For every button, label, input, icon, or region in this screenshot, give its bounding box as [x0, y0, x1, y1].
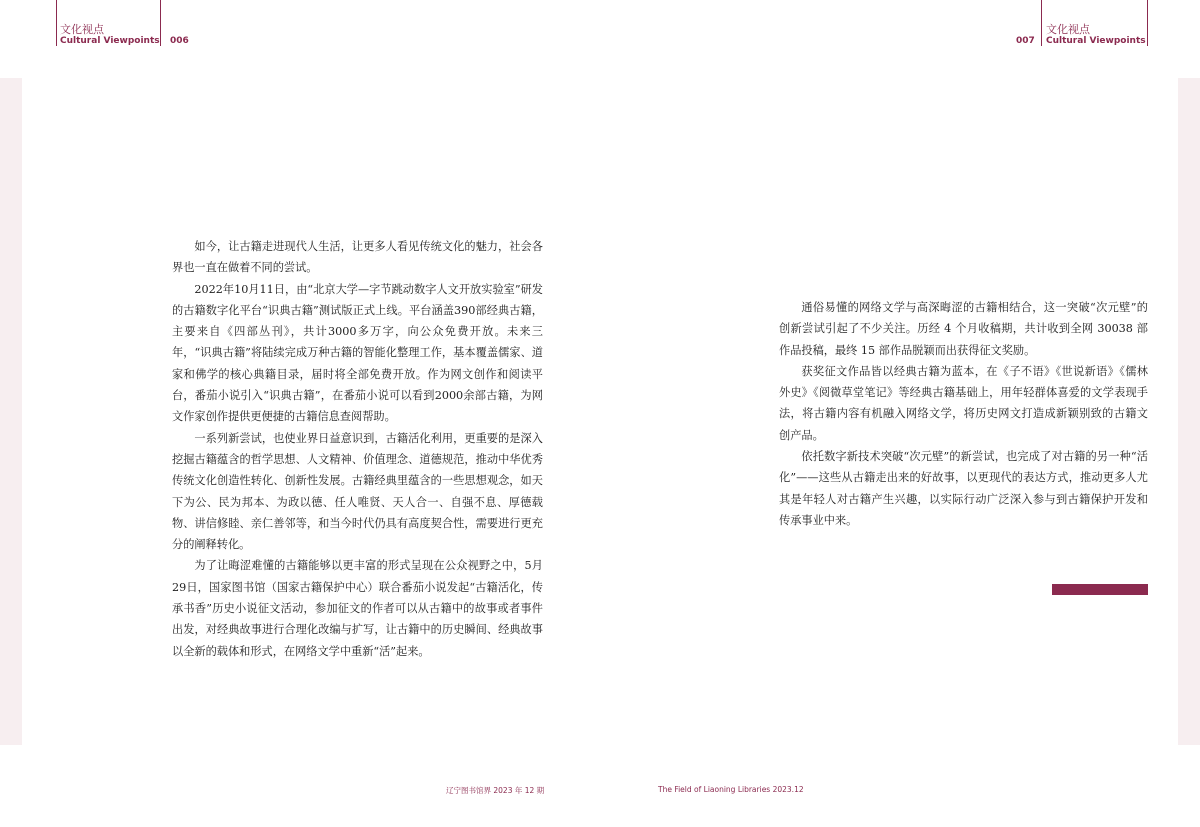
header-rule — [1147, 0, 1148, 46]
left-page-header — [56, 0, 196, 46]
page-number: 006 — [170, 36, 189, 46]
header-rule — [56, 0, 57, 46]
section-title-en: Cultural Viewpoints — [1046, 36, 1146, 46]
decorative-accent-bar — [1052, 584, 1148, 595]
section-title-cn: 文化视点 — [1046, 23, 1090, 36]
paragraph: 2022年10月11日，由“北京大学—字节跳动数字人文开放实验室”研发的古籍数字化平台“识典古籍”测试版正式上线。平台涵盖390部经典古籍，主要来自《四部丛刊》，共计3000多万字，向公众免费开放。未来三年，“识典古籍”将陆续完成万种古籍的智能化整理工作，基本覆盖儒家、道家和佛学的核心典籍目录，届时将全部免费开放。作为网文创作和阅读平台，番茄小说引入“识典古籍”，在番茄小说可以看到2000余部古籍，为网文作家创作提供更便捷的古籍信息查阅帮助。 — [172, 282, 543, 424]
right-article-column — [779, 297, 1148, 531]
paragraph: 一系列新尝试，也使业界日益意识到，古籍活化利用，更重要的是深入挖掘古籍蕴含的哲学思想、人文精神、价值理念、道德规范，推动中华优秀传统文化创造性转化、创新性发展。古籍经典里蕴含的一些思想观念，如天下为公、民为邦本、为政以德、任人唯贤、天人合一、自强不息、厚德载物、讲信修睦、亲仁善邻等，和当今时代仍具有高度契合性，需要进行更充分的阐释转化。 — [172, 431, 543, 552]
header-rule — [160, 0, 161, 46]
header-rule — [1041, 0, 1042, 46]
footer-journal-en: The Field of Liaoning Libraries 2023.12 — [658, 785, 804, 794]
right-page-header — [1010, 0, 1150, 46]
paragraph: 获奖征文作品皆以经典古籍为蓝本，在《子不语》《世说新语》《儒林外史》《阅微草堂笔记》等经典古籍基础上，用年轻群体喜爱的文学表现手法，将古籍内容有机融入网络文学，将历史网文打造成新颖别致的古籍文创产品。 — [779, 364, 1148, 442]
left-article-column — [172, 236, 543, 662]
paragraph: 如今，让古籍走进现代人生活，让更多人看见传统文化的魅力，社会各界也一直在做着不同的尝试。 — [172, 240, 543, 275]
section-title-cn: 文化视点 — [60, 23, 104, 36]
paragraph: 为了让晦涩难懂的古籍能够以更丰富的形式呈现在公众视野之中，5月29日，国家图书馆（国家古籍保护中心）联合番茄小说发起“古籍活化，传承书香”历史小说征文活动，参加征文的作者可以从古籍中的故事或者事件出发，对经典故事进行合理化改编与扩写，让古籍中的历史瞬间、经典故事以全新的载体和形式，在网络文学中重新“活”起来。 — [172, 559, 543, 658]
paragraph: 依托数字新技术突破“次元壁”的新尝试，也完成了对古籍的另一种“活化”——这些从古籍走出来的好故事，以更现代的表达方式，推动更多人尤其是年轻人对古籍产生兴趣，以实际行动广泛深入参与到古籍保护开发和传承事业中来。 — [779, 450, 1148, 527]
footer-journal-cn: 辽宁图书馆界 2023 年 12 期 — [446, 786, 545, 795]
paragraph: 通俗易懂的网络文学与高深晦涩的古籍相结合，这一突破“次元壁”的创新尝试引起了不少关注。历经 4 个月收稿期，共计收到全网 30038 部作品投稿，最终 15 部作品脱颖而出获得征文奖励。 — [779, 301, 1148, 357]
section-title-en: Cultural Viewpoints — [60, 36, 160, 46]
page-number: 007 — [1016, 36, 1035, 46]
